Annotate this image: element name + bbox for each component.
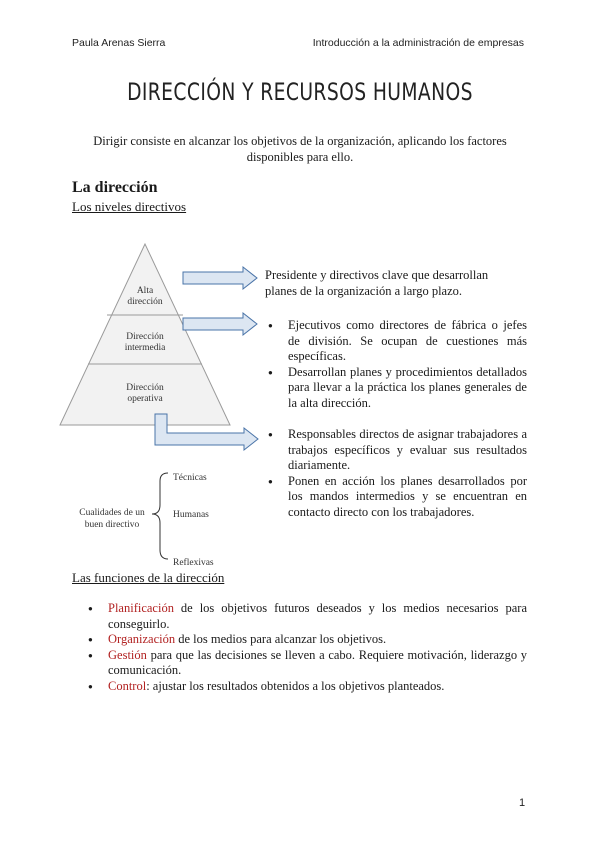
- top-level-description: Presidente y directivos clave que desarrollan planes de la organización a largo plazo.: [265, 268, 489, 298]
- pyramid-bottom-line2: operativa: [127, 394, 163, 404]
- levels-heading: Los niveles directivos: [72, 199, 187, 214]
- function-item: [85, 601, 527, 632]
- function-description: de los medios para alcanzar los objetivos.: [175, 632, 387, 646]
- function-term: Gestión: [108, 647, 147, 662]
- pyramid-middle-line1: Dirección: [126, 332, 164, 342]
- bottom-level-item: ● Ponen en acción los planes desarrollados por los mandos intermedios y se encuentran en contacto directo con los trabajadores.: [265, 474, 527, 521]
- middle-level-item: ● Desarrollan planes y procedimientos detallados para llevar a la práctica los planes generales de la alta dirección.: [265, 365, 527, 412]
- bottom-level-list: [265, 427, 527, 520]
- arrow-top-icon: [183, 267, 257, 289]
- header-course: Introducción a la administración de empresas: [312, 37, 524, 49]
- pyramid-top-line1: Alta: [136, 286, 154, 296]
- pyramid-middle-line2: intermedia: [124, 343, 166, 353]
- header-author: Paula Arenas Sierra: [72, 37, 166, 49]
- arrow-middle-icon: [183, 313, 257, 335]
- intro-paragraph: Dirigir consiste en alcanzar los objetivos de la organización, aplicando los factores disponibles para ello.: [93, 134, 507, 164]
- functions-list: [85, 601, 527, 694]
- quality-reflexivas: Reflexivas: [173, 558, 214, 568]
- function-term: Organización: [108, 632, 176, 646]
- function-term: Control: [108, 678, 147, 693]
- pyramid-top-line2: dirección: [127, 297, 163, 307]
- pyramid-bottom-line1: Dirección: [126, 383, 164, 393]
- functions-heading: Las funciones de la dirección: [72, 570, 225, 585]
- function-item: [85, 679, 527, 695]
- qualities-label-line2: buen directivo: [84, 520, 140, 530]
- function-item: [85, 648, 527, 679]
- function-description: : ajustar los resultados obtenidos a los objetivos planteados.: [146, 678, 445, 693]
- page-title: DIRECCIÓN Y RECURSOS HUMANOS: [127, 78, 473, 106]
- bottom-level-item: ● Responsables directos de asignar trabajadores a trabajos específicos y evaluar sus resultados diariamente.: [265, 427, 527, 474]
- middle-level-list: [265, 318, 527, 411]
- qualities-brace: [152, 473, 168, 559]
- quality-tecnicas: Técnicas: [173, 473, 207, 483]
- page-number: 1: [519, 797, 526, 809]
- middle-level-item: ● Ejecutivos como directores de fábrica o jefes de división. Se ocupan de cuestiones más específicas.: [265, 318, 527, 365]
- section-heading: La dirección: [72, 179, 158, 196]
- function-description: para que las decisiones se lleven a cabo. Requiere motivación, liderazgo y comunicación.: [108, 647, 527, 677]
- function-description: de los objetivos futuros deseados y los medios necesarios para conseguirlo.: [108, 601, 527, 631]
- qualities-label-line1: Cualidades de un: [79, 508, 145, 518]
- function-item: [85, 632, 527, 648]
- function-term: Planificación: [108, 601, 174, 615]
- quality-humanas: Humanas: [173, 510, 209, 520]
